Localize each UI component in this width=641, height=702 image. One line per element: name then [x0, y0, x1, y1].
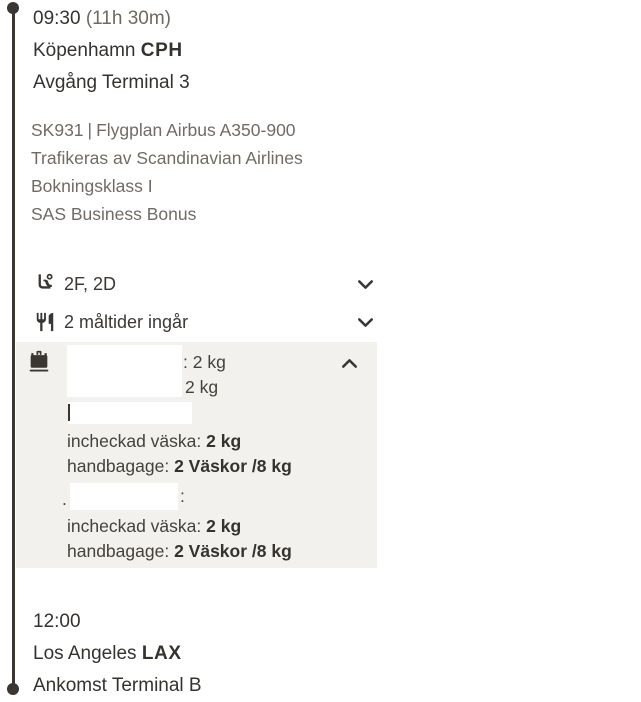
passenger1-hand-bag [67, 455, 292, 477]
departure-block [33, 3, 190, 99]
timeline-arrival-dot [7, 683, 19, 695]
checked-bag-label: incheckad väska: [67, 431, 202, 451]
flight-info-block [31, 116, 303, 228]
chevron-up-icon[interactable] [337, 351, 361, 375]
redaction-remnant-bar [68, 404, 70, 421]
hand-bag-label: handbagage: [67, 456, 170, 476]
departure-city-line [33, 35, 190, 67]
arrival-block [33, 606, 202, 702]
arrival-airport-code: LAX [141, 643, 182, 664]
arrival-city: Los Angeles [33, 643, 137, 664]
seats-row[interactable] [33, 266, 377, 302]
departure-time-line [33, 3, 190, 35]
seat-icon [33, 272, 57, 296]
departure-terminal: Avgång Terminal 3 [33, 72, 190, 93]
booking-class: Bokningsklass I [31, 176, 153, 196]
departure-time: 09:30 [33, 8, 81, 29]
operated-by: Trafikeras av Scandinavian Airlines [31, 148, 303, 168]
flight-number: SK931 [31, 120, 84, 140]
departure-airport-code: CPH [140, 40, 183, 61]
timeline-line [12, 8, 15, 689]
timeline-departure-dot [7, 2, 19, 14]
checked-bag-value: 2 kg [206, 431, 242, 451]
passenger1-checked-bag [67, 430, 241, 452]
passenger2-name-colon: : [180, 486, 185, 506]
redaction-remnant-period: . [62, 489, 67, 509]
baggage-line2: 2 kg [185, 377, 219, 397]
arrival-city-line [33, 638, 202, 670]
meals-row[interactable] [33, 304, 377, 340]
chevron-down-icon[interactable] [353, 272, 377, 296]
baggage-line1: : 2 kg [183, 352, 226, 372]
hand-bag-value: 2 Väskor /8 kg [174, 456, 292, 476]
separator: | [87, 120, 93, 140]
baggage-icon [26, 348, 52, 374]
hand-bag-label: handbagage: [67, 541, 170, 561]
arrival-time: 12:00 [33, 611, 81, 632]
hand-bag-value: 2 Väskor /8 kg [174, 541, 292, 561]
checked-bag-label: incheckad väska: [67, 516, 202, 536]
arrival-terminal: Ankomst Terminal B [33, 675, 202, 696]
meals-label: 2 måltider ingår [64, 311, 189, 332]
seats-label: 2F, 2D [64, 273, 117, 294]
departure-city: Köpenhamn [33, 40, 136, 61]
chevron-down-icon[interactable] [353, 310, 377, 334]
passenger2-checked-bag [67, 515, 241, 537]
redacted-name-box [68, 402, 192, 424]
bonus-program: SAS Business Bonus [31, 204, 197, 224]
meals-icon [33, 310, 57, 334]
checked-bag-value: 2 kg [206, 516, 242, 536]
aircraft-type: Flygplan Airbus A350-900 [96, 120, 296, 140]
redacted-name-box [70, 483, 178, 510]
flight-duration: (11h 30m) [85, 8, 172, 29]
baggage-panel[interactable] [16, 342, 377, 568]
redacted-text-box [67, 345, 182, 397]
flight-number-line [31, 116, 303, 144]
passenger2-hand-bag [67, 540, 292, 562]
